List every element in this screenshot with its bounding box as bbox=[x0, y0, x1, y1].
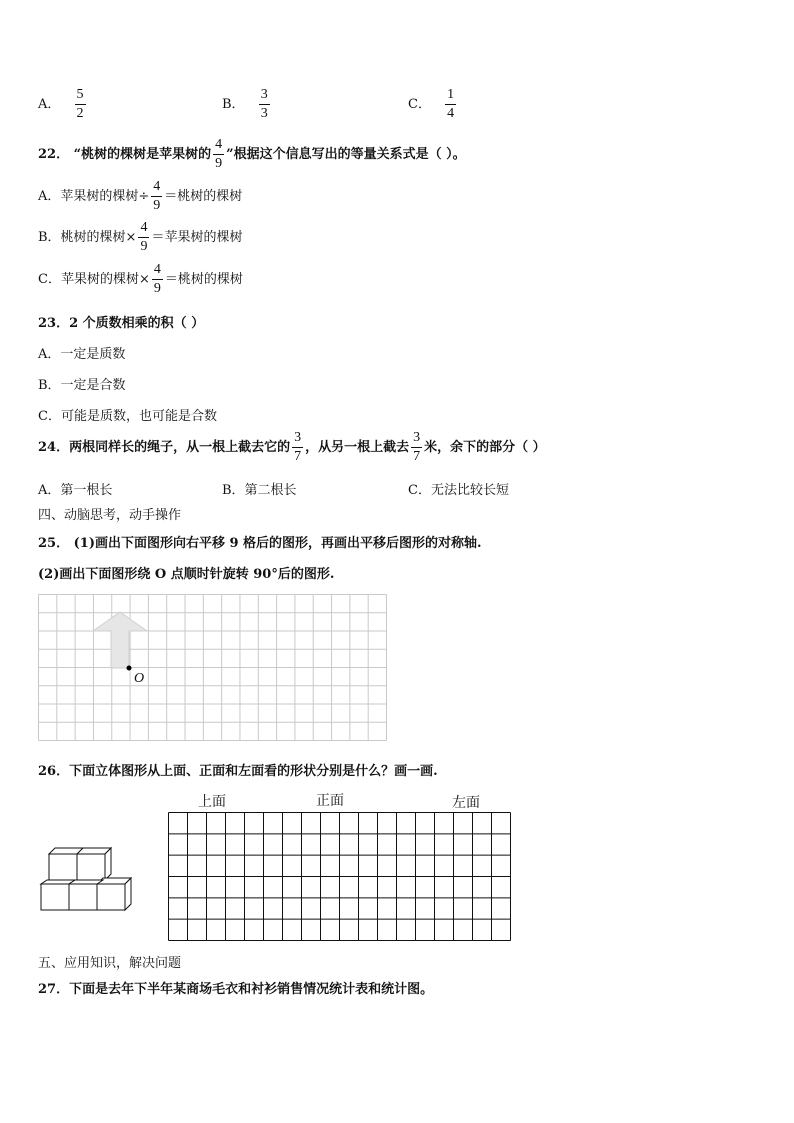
q22-stem: 22． “桃树的棵树是苹果树的 $\frac{4}{9}$ ”根据这个信息写出的等量关系式是（ ）。 bbox=[38, 137, 466, 171]
fraction: $\frac{4}{9}$ bbox=[153, 262, 161, 296]
fraction: $\frac{3}{7}$ bbox=[413, 430, 421, 464]
q24-option-b: B．第二根长 bbox=[222, 483, 297, 498]
q21-option-c: C． $\frac{1}{4}$ bbox=[408, 87, 455, 121]
section-heading-4: 四、动脑思考，动手操作 bbox=[38, 508, 182, 523]
fraction: $\frac{5}{2}$ bbox=[76, 87, 84, 121]
section-heading-5: 五、应用知识，解决问题 bbox=[38, 956, 182, 971]
q25-grid-figure bbox=[38, 594, 388, 742]
q22-option-b: B．桃树的棵树× $\frac{4}{9}$ ＝苹果树的棵树 bbox=[38, 220, 243, 254]
point-o bbox=[127, 666, 132, 671]
fraction: $\frac{4}{9}$ bbox=[140, 220, 148, 254]
point-o-label: O bbox=[134, 671, 145, 686]
q27-stem: 27．下面是去年下半年某商场毛衣和衬衫销售情况统计表和统计图。 bbox=[38, 982, 434, 997]
fraction: $\frac{1}{4}$ bbox=[447, 87, 455, 121]
q25-line-2: (2)画出下面图形绕 O 点顺时针旋转 90°后的图形. bbox=[38, 567, 335, 582]
q23-stem: 23．2 个质数相乘的积（ ） bbox=[38, 316, 205, 331]
label-top-view: 上面 bbox=[198, 794, 226, 810]
q26-drawing-grid bbox=[168, 812, 512, 942]
q21-option-b: B． $\frac{3}{3}$ bbox=[222, 87, 268, 121]
label-left-view: 左面 bbox=[452, 795, 480, 811]
q23-option-b: B．一定是合数 bbox=[38, 378, 126, 393]
fraction: $\frac{4}{9}$ bbox=[215, 137, 223, 171]
cube-stack-figure bbox=[36, 846, 136, 922]
q24-option-c: C．无法比较长短 bbox=[408, 483, 509, 498]
q26-stem: 26．下面立体图形从上面、正面和左面看的形状分别是什么？画一画. bbox=[38, 764, 438, 779]
arrow-shape bbox=[93, 612, 147, 668]
q23-option-c: C．可能是质数，也可能是合数 bbox=[38, 409, 217, 424]
q24-option-a: A．第一根长 bbox=[38, 483, 113, 498]
fraction: $\frac{3}{3}$ bbox=[260, 87, 268, 121]
q22-option-a: A．苹果树的棵树÷ $\frac{4}{9}$ ＝桃树的棵树 bbox=[38, 179, 243, 213]
fraction: $\frac{4}{9}$ bbox=[153, 179, 161, 213]
label-front-view: 正面 bbox=[316, 793, 344, 809]
q22-option-c: C．苹果树的棵树× $\frac{4}{9}$ ＝桃树的棵树 bbox=[38, 262, 243, 296]
q21-option-a: A． $\frac{5}{2}$ bbox=[38, 87, 84, 121]
q25-line-1: 25． (1)画出下面图形向右平移 9 格后的图形，再画出平移后图形的对称轴. bbox=[38, 536, 482, 551]
fraction: $\frac{3}{7}$ bbox=[294, 430, 302, 464]
q24-stem: 24．两根同样长的绳子，从一根上截去它的 $\frac{3}{7}$ ，从另一根上截去 $\frac{3}{7}$ 米，余下的部分（ ） bbox=[38, 430, 546, 464]
q23-option-a: A．一定是质数 bbox=[38, 347, 126, 362]
